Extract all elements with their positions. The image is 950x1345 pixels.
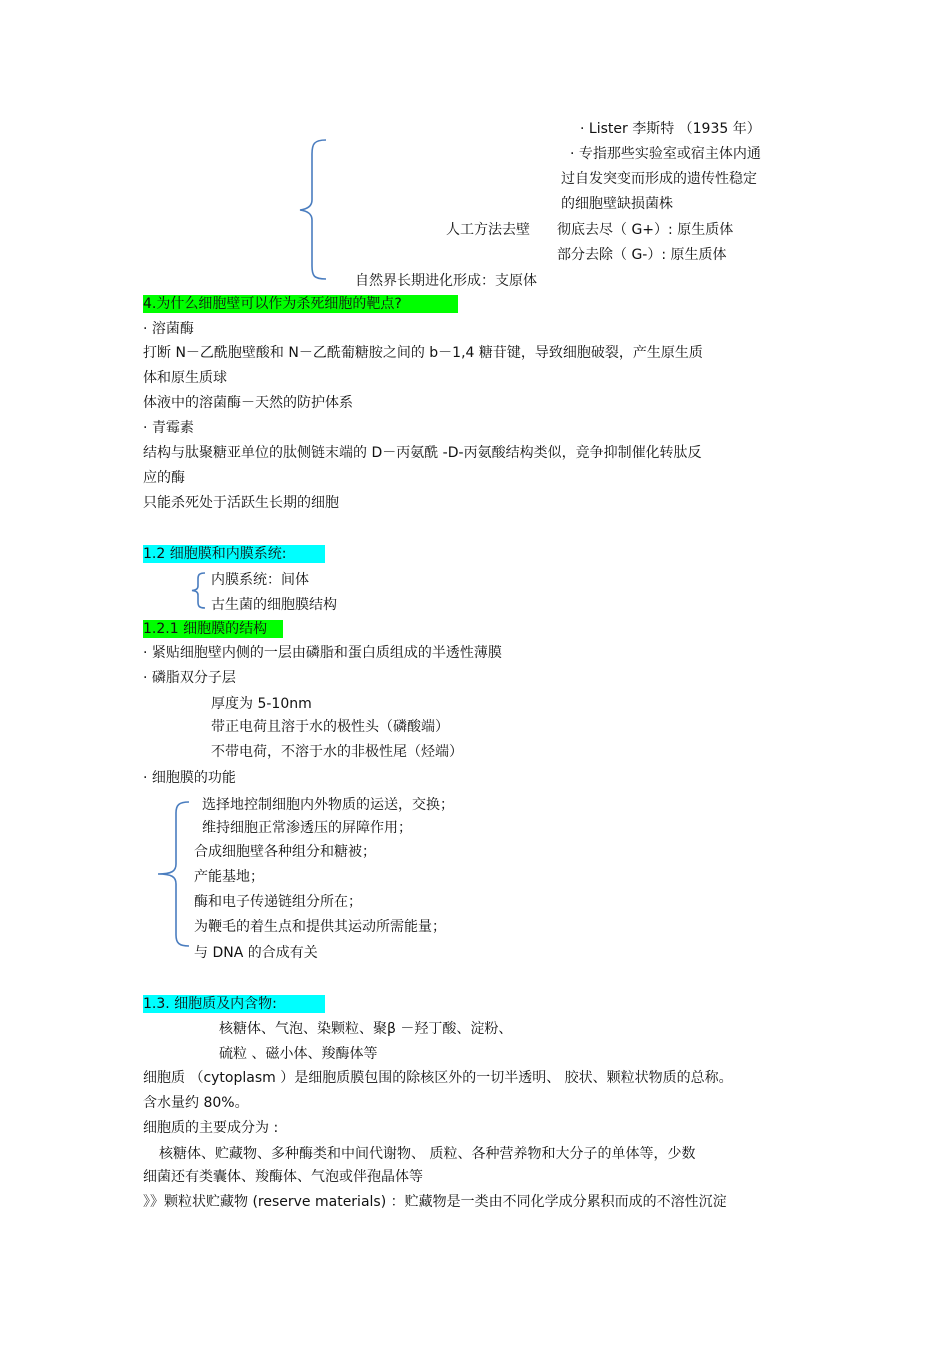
function-item: 与 DNA 的合成有关 — [194, 945, 318, 961]
components-label: 细胞质的主要成分为 : — [143, 1120, 279, 1136]
archaea-membrane-structure: 古生菌的细胞膜结构 — [211, 597, 337, 613]
lysozyme-desc-line2: 体和原生质球 — [143, 370, 227, 386]
partial-removal-text: 部分去除（ G-）: 原生质体 — [557, 247, 727, 263]
full-removal-text: 彻底去尽（ G+）: 原生质体 — [557, 222, 734, 238]
lister-line: · Lister 李斯特 （1935 年） — [580, 121, 761, 137]
function-item: 酶和电子传递链组分所在； — [194, 894, 362, 910]
q4-heading: 4.为什么细胞壁可以作为杀死细胞的靶点? — [143, 295, 458, 313]
penicillin-desc-line2: 应的酶 — [143, 470, 185, 486]
l-form-desc-line1: · 专指那些实验室或宿主体内通 — [570, 146, 761, 162]
penicillin-bullet: · 青霉素 — [143, 420, 194, 436]
inclusions-line1: 核糖体、气泡、染颗粒、聚β －羟丁酸、淀粉、 — [219, 1021, 513, 1037]
polar-head-text: 带正电荷且溶于水的极性头（磷酸端） — [211, 719, 449, 735]
l-form-desc-line3: 的细胞壁缺损菌株 — [561, 196, 673, 212]
components-line2: 细菌还有类囊体、羧酶体、气泡或伴孢晶体等 — [143, 1169, 423, 1185]
artificial-removal-label: 人工方法去壁 — [446, 222, 530, 238]
l-form-desc-line2: 过自发突变而形成的遗传性稳定 — [561, 171, 757, 187]
section-1-2-heading: 1.2 细胞膜和内膜系统: — [143, 545, 325, 563]
phospholipid-bullet: · 磷脂双分子层 — [143, 670, 236, 686]
membrane-def-bullet: · 紧贴细胞壁内侧的一层由磷脂和蛋白质组成的半透性薄膜 — [143, 645, 502, 661]
function-item: 为鞭毛的着生点和提供其运动所需能量； — [194, 919, 446, 935]
penicillin-desc-line3: 只能杀死处于活跃生长期的细胞 — [143, 495, 339, 511]
inclusions-line2: 硫粒 、磁小体、羧酶体等 — [219, 1046, 378, 1062]
curly-brace-large — [296, 138, 332, 282]
cytoplasm-def-line2: 含水量约 80%。 — [143, 1095, 249, 1111]
thickness-text: 厚度为 5-10nm — [211, 696, 312, 712]
membrane-function-bullet: · 细胞膜的功能 — [143, 770, 236, 786]
lysozyme-desc-line1: 打断 N－乙酰胞壁酸和 N－乙酰葡糖胺之间的 b－1,4 糖苷键，导致细胞破裂，产生原生质 — [143, 345, 703, 361]
natural-evolution-text: 自然界长期进化形成：支原体 — [355, 273, 537, 289]
lysozyme-desc-line3: 体液中的溶菌酶－天然的防护体系 — [143, 395, 353, 411]
function-item: 选择地控制细胞内外物质的运送，交换； — [202, 797, 454, 813]
reserve-materials-line: 》》颗粒状贮藏物 (reserve materials) ：贮藏物是一类由不同化学成分累积而成的不溶性沉淀 — [143, 1194, 727, 1210]
function-item: 产能基地； — [194, 869, 264, 885]
cytoplasm-def-line1: 细胞质 （cytoplasm ）是细胞质膜包围的除核区外的一切半透明、 胶状、颗粒状物质的总称。 — [143, 1070, 733, 1086]
function-item: 合成细胞壁各种组分和糖被； — [194, 844, 376, 860]
nonpolar-tail-text: 不带电荷，不溶于水的非极性尾（烃端） — [211, 744, 463, 760]
curly-brace-functions — [155, 800, 191, 948]
lysozyme-bullet: · 溶菌酶 — [143, 321, 194, 337]
inner-membrane-system: 内膜系统：间体 — [211, 572, 309, 588]
curly-brace-small — [189, 572, 209, 610]
penicillin-desc-line1: 结构与肽聚糖亚单位的肽侧链末端的 D－丙氨酰 -D-丙氨酸结构类似，竞争抑制催化转肽反 — [143, 445, 702, 461]
function-item: 维持细胞正常渗透压的屏障作用； — [202, 820, 412, 836]
components-line1: 核糖体、贮藏物、多种酶类和中间代谢物、 质粒、各种营养物和大分子的单体等，少数 — [159, 1146, 696, 1162]
section-1-2-1-heading: 1.2.1 细胞膜的结构 — [143, 620, 283, 638]
section-1-3-heading: 1.3. 细胞质及内含物: — [143, 995, 325, 1013]
